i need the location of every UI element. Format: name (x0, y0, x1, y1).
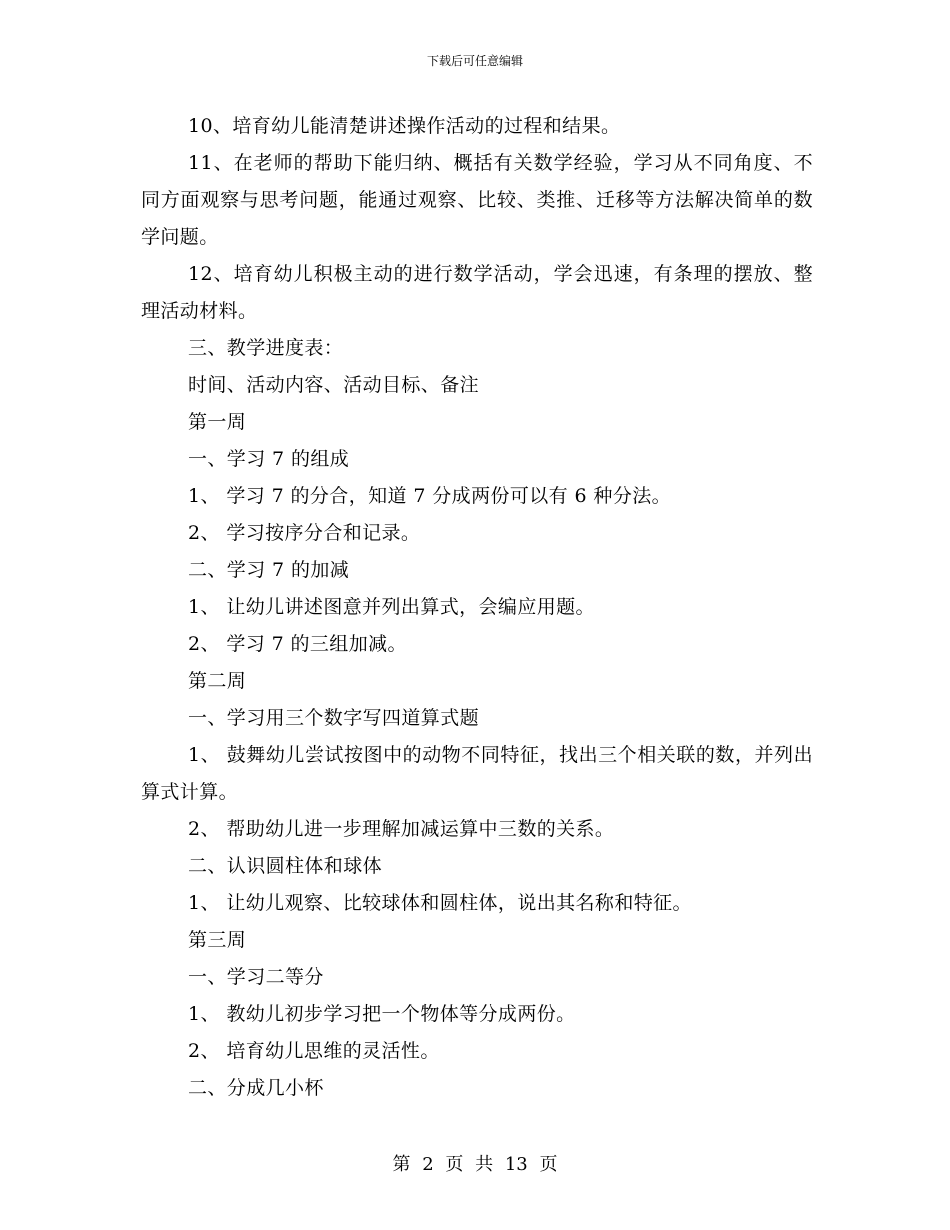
week-heading: 第二周 (188, 670, 247, 692)
paragraph: 二、学习 7 的加减 (188, 559, 350, 581)
page-header: 下载后可任意编辑 (426, 54, 523, 68)
paragraph: 2、 学习按序分合和记录。 (188, 522, 421, 544)
paragraph: 一、学习 7 的组成 (188, 448, 350, 470)
section-heading: 三、教学进度表： (188, 337, 344, 359)
paragraph: 1、 让幼儿讲述图意并列出算式，会编应用题。 (188, 596, 595, 618)
week-heading: 第一周 (188, 411, 247, 433)
paragraph: 二、认识圆柱体和球体 (188, 855, 383, 877)
document-body (141, 108, 813, 1107)
paragraph: 2、 学习 7 的三组加减。 (188, 633, 407, 655)
paragraph: 1、 鼓舞幼儿尝试按图中的动物不同特征，找出三个相关联的数，并列出算式计算。 (141, 744, 813, 803)
paragraph: 12、培育幼儿积极主动的进行数学活动，学会迅速，有条理的摆放、整理活动材料。 (141, 263, 813, 322)
paragraph: 二、分成几小杯 (188, 1077, 324, 1099)
paragraph: 1、 教幼儿初步学习把一个物体等分成两份。 (188, 1003, 576, 1025)
paragraph: 一、学习二等分 (188, 966, 324, 988)
paragraph: 2、 帮助幼儿进一步理解加减运算中三数的关系。 (188, 818, 615, 840)
paragraph: 2、 培育幼儿思维的灵活性。 (188, 1040, 440, 1062)
paragraph: 1、 让幼儿观察、比较球体和圆柱体，说出其名称和特征。 (188, 892, 692, 914)
paragraph: 一、学习用三个数字写四道算式题 (188, 707, 480, 729)
week-heading: 第三周 (188, 929, 247, 951)
paragraph: 时间、活动内容、活动目标、备注 (188, 374, 480, 396)
paragraph: 1、 学习 7 的分合，知道 7 分成两份可以有 6 种分法。 (188, 485, 672, 507)
paragraph: 11、在老师的帮助下能归纳、概括有关数学经验，学习从不同角度、不同方面观察与思考问题，能通过观察、比较、类推、迁移等方法解决简单的数学问题。 (141, 152, 813, 248)
paragraph: 10、培育幼儿能清楚讲述操作活动的过程和结果。 (188, 115, 621, 137)
page-number: 第 2 页 共 13 页 (392, 1154, 558, 1175)
